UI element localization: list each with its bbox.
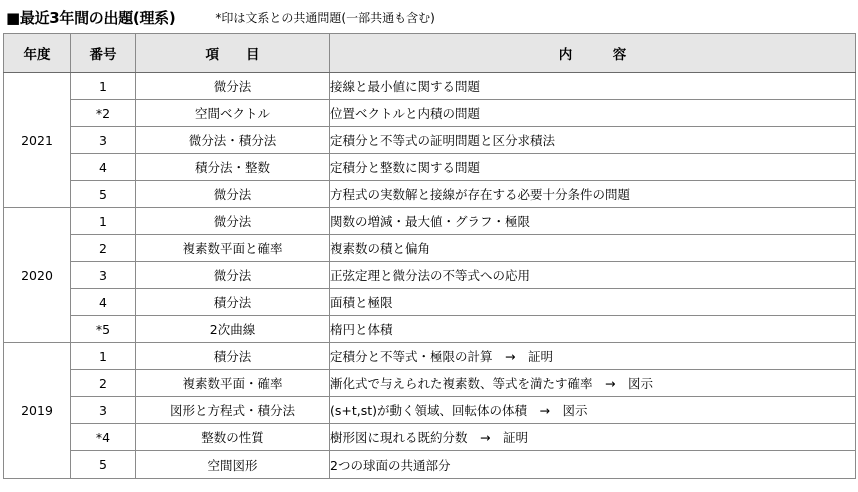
table-row [4,370,856,397]
number-cell: 1 [71,208,136,235]
content-cell: 位置ベクトルと内積の問題 [330,100,856,127]
item-cell: 空間ベクトル [136,100,330,127]
item-cell: 微分法 [136,208,330,235]
year-cell: 2020 [4,208,71,343]
page-title: ■最近3年間の出題(理系) [6,8,176,27]
table-row [4,262,856,289]
header-content: 内 容 [330,34,856,73]
number-cell: *2 [71,100,136,127]
header-item: 項 目 [136,34,330,73]
item-cell: 微分法・積分法 [136,127,330,154]
number-cell: 2 [71,235,136,262]
table-row [4,154,856,181]
number-cell: *4 [71,424,136,451]
number-cell: 5 [71,451,136,479]
number-cell: *5 [71,316,136,343]
content-cell: 複素数の積と偏角 [330,235,856,262]
item-cell: 複素数平面と確率 [136,235,330,262]
content-cell: 面積と極限 [330,289,856,316]
exam-history-table [3,33,856,479]
content-cell: 定積分と整数に関する問題 [330,154,856,181]
number-cell: 5 [71,181,136,208]
number-cell: 4 [71,289,136,316]
table-row [4,73,856,100]
item-cell: 複素数平面・確率 [136,370,330,397]
content-cell: 楕円と体積 [330,316,856,343]
table-row [4,397,856,424]
number-cell: 2 [71,370,136,397]
table-row [4,289,856,316]
item-cell: 2次曲線 [136,316,330,343]
item-cell: 微分法 [136,262,330,289]
item-cell: 空間図形 [136,451,330,479]
content-cell: 接線と最小値に関する問題 [330,73,856,100]
header-row [4,34,856,73]
year-cell: 2019 [4,343,71,479]
item-cell: 積分法・整数 [136,154,330,181]
content-cell: 漸化式で与えられた複素数、等式を満たす確率 → 図示 [330,370,856,397]
content-cell: 樹形図に現れる既約分数 → 証明 [330,424,856,451]
number-cell: 3 [71,262,136,289]
content-cell: 2つの球面の共通部分 [330,451,856,479]
common-problem-note: *印は文系との共通問題(一部共通も含む) [215,10,435,25]
table-row [4,316,856,343]
number-cell: 1 [71,73,136,100]
year-cell: 2021 [4,73,71,208]
item-cell: 積分法 [136,343,330,370]
content-cell: 定積分と不等式の証明問題と区分求積法 [330,127,856,154]
table-row [4,451,856,479]
content-cell: (s+t,st)が動く領域、回転体の体積 → 図示 [330,397,856,424]
item-cell: 微分法 [136,73,330,100]
table-row [4,100,856,127]
content-cell: 関数の増減・最大値・グラフ・極限 [330,208,856,235]
item-cell: 整数の性質 [136,424,330,451]
table-row [4,127,856,154]
table-row [4,208,856,235]
number-cell: 3 [71,127,136,154]
item-cell: 図形と方程式・積分法 [136,397,330,424]
table-row [4,424,856,451]
table-row [4,235,856,262]
number-cell: 1 [71,343,136,370]
content-cell: 方程式の実数解と接線が存在する必要十分条件の問題 [330,181,856,208]
number-cell: 4 [71,154,136,181]
title-row [6,6,435,28]
item-cell: 微分法 [136,181,330,208]
content-cell: 正弦定理と微分法の不等式への応用 [330,262,856,289]
header-number: 番号 [71,34,136,73]
header-year: 年度 [4,34,71,73]
table-row [4,181,856,208]
content-cell: 定積分と不等式・極限の計算 → 証明 [330,343,856,370]
item-cell: 積分法 [136,289,330,316]
number-cell: 3 [71,397,136,424]
table-row [4,343,856,370]
